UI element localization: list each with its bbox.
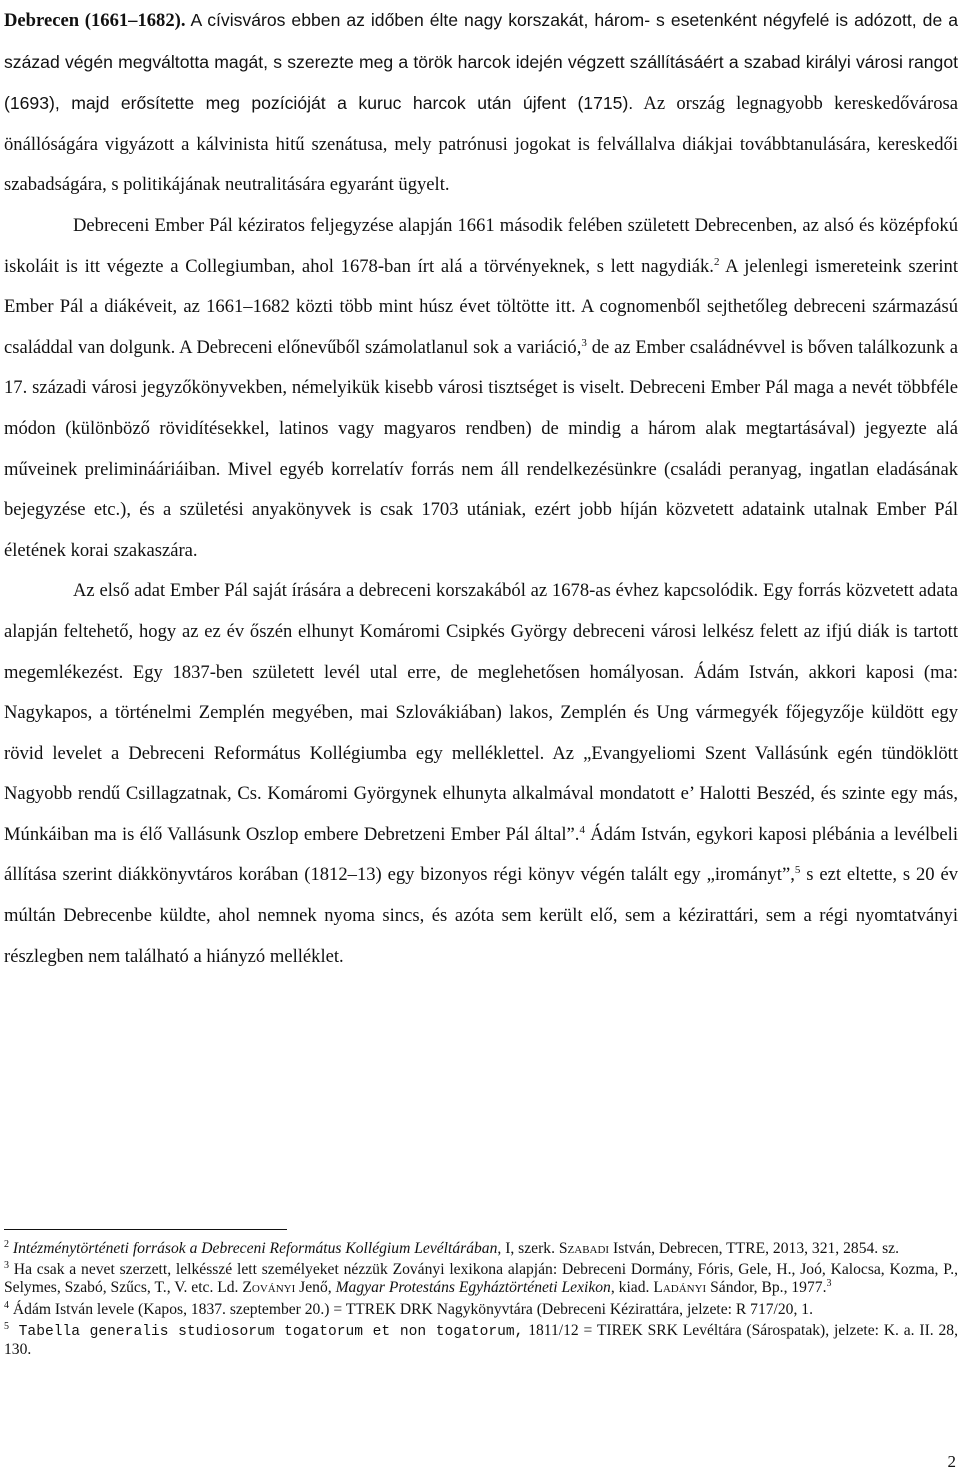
footnotes [4, 1240, 958, 1362]
footnote-text: 1811/12 = TIREK SRK Levéltára (Sárospatak), jelzete: K. a. II. 28, 130. [4, 1321, 958, 1359]
footnote-number: 3 [4, 1260, 9, 1272]
footnote-ref[interactable]: 4 [579, 823, 585, 836]
footnote-number: 4 [4, 1299, 9, 1311]
footnote-text: , I, szerk. [497, 1240, 559, 1257]
paragraph-text: s ezt eltette, s 20 év múltán Debrecenbe küldte, ahol nemnek nyoma sincs, és azóta sem került elő, sem a kézirattári, sem a régi nyomtatványi részlegben nem található a hiányzó melléklet. [4, 864, 959, 967]
paragraph-text: de az Ember családnévvel is bőven találkozunk a 17. századi városi jegyzőkönyvekben, némelyikük kisebb városi tisztséget is viselt. Debreceni Ember Pál maga a nevét többféle módon (különböző rövidítésekkel, latinos vagy magyaros rendben) de mindig a három alak megtartásával) jegyezte alá műveinek preliminááriáiban. Mivel egyéb korrelatív forrás nem áll rendelkezésünkre (családi peranyag, ingatlan eladásának bejegyzése etc.), és a születési anyakönyvek is csak 1703 utániak, ezért jobb híján közvetett adataink utalnak Ember Pál életének korai szakaszára. [4, 336, 958, 561]
page-number: 2 [947, 1452, 956, 1471]
paragraph-text: Az első adat Ember Pál saját írására a debreceni korszakából az 1678-as évhez kapcsolódik. Egy forrás közvetett adata alapján feltehető, hogy az ez év őszén elhunyt Komáromi Csipkés György debreceni városi lelkész felett az ifjú diák is tartott megemlékezést. Egy 1837-ben született levél utal erre, de meglehetősen homályosan. Ádám István, akkori kaposi (ma: Nagykapos, a történelmi Zemplén megyében, mai Szlovákiában) lakos, Zemplén és Ung vármegyék főjegyzője küldött egy rövid levelet a Debreceni Református Kollégiumba egy melléklettel. Az „Evangyeliomi Szent Vallásúnk egén tündöklött Nagyobb rendű Csillagzatnak, Cs. Komáromi Györgynek elhunyta alkalmával mondatott e’ Halotti Beszéd, és szinte egy más, Múnkáiban ma is élő Vallásunk Oszlop embere Debretzeni Ember Pál által”. [4, 580, 958, 845]
footnote-2 [4, 1240, 958, 1258]
footnote-ref[interactable]: 5 [794, 864, 801, 877]
footnote-number: 2 [4, 1238, 9, 1250]
footnote-text: István, Debrecen, TTRE, 2013, 321, 2854. sz. [609, 1240, 899, 1257]
footnote-author: Ladányi [653, 1279, 707, 1297]
footnote-title: Intézménytörténeti források a Debreceni Református Kollégium Levéltárában [12, 1240, 498, 1257]
footnote-number: 5 [4, 1320, 9, 1332]
footnote-separator [4, 1229, 287, 1230]
footnote-4 [4, 1301, 958, 1319]
paragraph-text: A cívisváros ebben az időben élte nagy korszakát, három- s esetenként négyfelé is adózott, de a század végén megváltotta magát, s szerezte meg a török harcok idején végzett szállításáért a szabad királyi városi rangot (1693), majd erősítette meg pozícióját a kuruc harcok után újfent (1715). [4, 10, 958, 114]
footnote-text: , kiad. [610, 1279, 654, 1297]
footnote-ref[interactable]: 3 [581, 336, 587, 349]
footnote-ref[interactable]: 2 [713, 255, 720, 268]
paragraph-text: Debreceni Ember Pál kéziratos feljegyzése alapján 1661 második felében született Debrecenben, az alsó és középfokú iskoláit is itt végezte a Collegiumban, ahol 1678-ban írt alá a törvényeknek, s lett nagydiák. [4, 214, 958, 277]
paragraph-text: Ádám István, egykori kaposi plébánia a levélbeli állítása szerint diákkönyvtáros korában (1812–13) egy bizonyos régi könyv végén talált egy „irományt”, [4, 823, 959, 886]
footnote-text: Sándor, Bp., 1977. [706, 1279, 827, 1297]
paragraph-text: A jelenlegi ismereteink szerint Ember Pál a diákéveit, az 1661–1682 közti több mint húsz évet töltötte itt. A cognomenből sejthetőleg debreceni származású családdal van dolgunk. A Debreceni előnevűből számolatlanul sok a variáció, [4, 255, 958, 358]
body-text [4, 0, 958, 977]
section-heading: Debrecen (1661–1682). [4, 10, 186, 31]
footnote-3 [4, 1261, 958, 1297]
paragraph-text: Az ország legnagyobb kereskedővárosa önállóságára vigyázott a kálvinista hitű szenátusa, mely patrónusi jogokat is felvállalva diákjai továbbtanulására, kereskedői szabadságára, s politikájának neutralitására egyaránt ügyelt. [4, 93, 958, 196]
paragraph-debrecen [4, 0, 958, 206]
footnote-text: Tabella generalis studiosorum togatorum et non togatorum, [9, 1323, 524, 1340]
footnote-author: Szabadi [558, 1240, 610, 1257]
footnote-author: Zoványi [242, 1279, 296, 1297]
footnote-sup: 3 [826, 1278, 832, 1290]
footnote-title: Magyar Protestáns Egyháztörténeti Lexikon [335, 1279, 611, 1297]
footnote-text: Ha csak a nevet szerzett, lelkésszé lett személyeket nézzük Zoványi lexikona alapján: Debreceni Dormány, Fóris, Gele, H., Joó, Kalocsa, Kozma, P., Selymes, Szabó, Szűcs, T., V. etc. Ld. [4, 1261, 958, 1297]
footnote-text: Ádám István levele (Kapos, 1837. szeptember 20.) = TTREK DRK Nagykönyvtára (Debreceni Kézirattára, jelzete: R 717/20, 1. [9, 1300, 813, 1318]
footnote-5 [4, 1322, 958, 1359]
footnote-text: Jenő, [295, 1279, 336, 1297]
paragraph-ember-pal [4, 206, 958, 571]
paragraph-first-data [4, 571, 958, 977]
